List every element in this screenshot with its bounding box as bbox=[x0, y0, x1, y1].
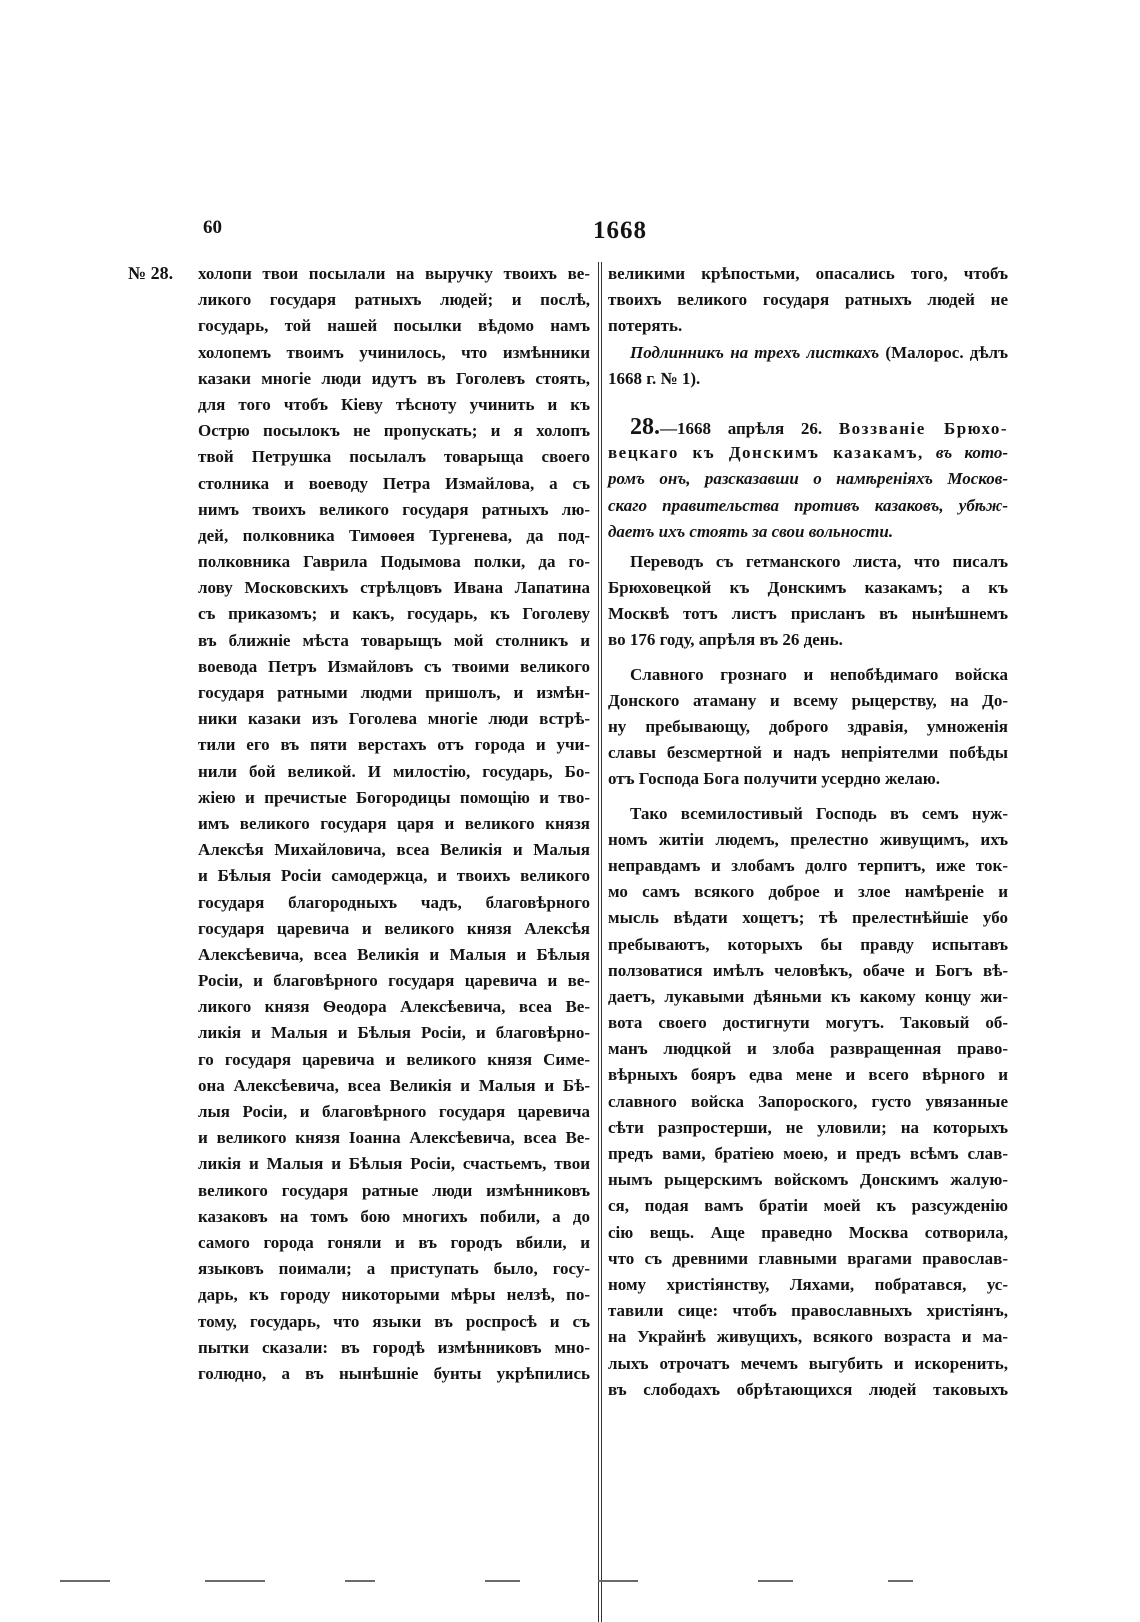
text-line: пытки сказали: въ городѣ измѣнниковъ мно- bbox=[198, 1337, 590, 1357]
text-line: сію вещь. Аще праведно Москва сотворила, bbox=[608, 1222, 1008, 1242]
text-line: Тако всемилостивый Господь въ семъ нуж- bbox=[630, 803, 1008, 823]
text-line: дарь, къ городу никоторыми мѣры нелзѣ, по- bbox=[198, 1285, 590, 1305]
document-heading-title: Воззваніе Брюхо- bbox=[838, 418, 1008, 438]
document-heading-summary-1: въ кото- bbox=[935, 443, 1008, 463]
text-line: Росіи, и благовѣрного государя царевича и ве- bbox=[198, 971, 590, 991]
source-note-italic: Подлинникъ на трехъ листкахъ bbox=[630, 342, 880, 362]
text-line: голюдно, а въ нынѣшніе бунты укрѣпились bbox=[198, 1363, 590, 1383]
text-line: твой Петрушка посылалъ товарыща своего bbox=[198, 447, 590, 467]
text-line: Алексѣя Михайловича, всеа Великія и Малыя bbox=[198, 840, 590, 860]
text-line: самого города гоняли и въ городъ вбили, и bbox=[198, 1232, 590, 1252]
text-line: государя царевича и великого князя Алексѣя bbox=[198, 918, 590, 938]
text-line: казаковъ на томъ бою многихъ побили, а до bbox=[198, 1206, 590, 1226]
text-line: въ ближніе мѣста товарыщъ мой столникъ и bbox=[198, 630, 590, 650]
text-line: сѣти разпростерши, не уловили; на которыхъ bbox=[608, 1117, 1008, 1137]
text-line: ликія и Малыя и Бѣлыя Росіи, и благовѣрно- bbox=[198, 1023, 590, 1043]
scan-mark bbox=[485, 1580, 520, 1582]
text-line: великими крѣпостьми, опасались того, чтобъ bbox=[608, 264, 1008, 283]
document-heading-summary-2: ромъ онъ, разсказавши о намѣреніяхъ Москов- bbox=[608, 469, 1008, 489]
text-line: неправдамъ и злобамъ долго терпитъ, иже ток- bbox=[608, 855, 1008, 875]
text-line: и великого князя Іоанна Алексѣевича, всеа Ве- bbox=[198, 1128, 590, 1148]
text-line: Переводъ съ гетманского листа, что писалъ bbox=[630, 551, 1008, 571]
text-line: потерять. bbox=[608, 316, 683, 336]
source-note-reference-2: 1668 г. № 1). bbox=[608, 368, 701, 388]
text-line: лову Московскихъ стрѣлцовъ Ивана Лапатина bbox=[198, 578, 590, 598]
text-line: отъ Господа Бога получити усердно желаю. bbox=[608, 769, 940, 789]
text-line: ся, подая вамъ братіи моей къ разсужденію bbox=[608, 1196, 1008, 1216]
scan-mark bbox=[60, 1580, 110, 1582]
text-line: тому, государь, что языки въ роспросѣ и съ bbox=[198, 1311, 590, 1331]
text-line: имъ великого государя царя и великого князя bbox=[198, 813, 590, 833]
text-line: вѣрныхъ бояръ едва мене и всего вѣрного и bbox=[608, 1065, 1008, 1085]
column-divider bbox=[598, 262, 599, 1622]
text-line: тавили сице: чтобъ православныхъ христіянъ, bbox=[608, 1301, 1008, 1321]
document-heading-line-1 bbox=[608, 414, 1008, 440]
text-line: ликого князя Ѳеодора Алексѣевича, всеа Ве- bbox=[198, 997, 590, 1017]
text-line: во 176 году, апрѣля въ 26 день. bbox=[608, 630, 843, 650]
text-line: манъ людцкой и злоба развращенная право- bbox=[608, 1039, 1008, 1059]
text-line: тили его въ пяти верстахъ отъ города и учи- bbox=[198, 735, 590, 755]
right-column bbox=[608, 261, 1008, 1403]
paragraph-translation bbox=[608, 549, 1008, 654]
text-line: славного войска Запороского, густо увязанные bbox=[608, 1091, 1008, 1111]
text-line: и Бѣлыя Росіи самодержца, и твоихъ великого bbox=[198, 866, 590, 886]
left-column bbox=[198, 261, 590, 1387]
text-line: ликого государя ратныхъ людей; и послѣ, bbox=[198, 290, 590, 310]
text-line: нили бой великой. И милостію, государь, Бо- bbox=[198, 761, 590, 781]
paragraph-body bbox=[608, 801, 1008, 1403]
text-line: на Украйнѣ живущихъ, всякого возраста и ма- bbox=[608, 1327, 1008, 1347]
text-line: лыхъ отрочатъ мечемъ выгубить и искоренить, bbox=[608, 1353, 1008, 1373]
text-line: вота своего достигнути могутъ. Таковый об- bbox=[608, 1013, 1008, 1033]
page-number: 60 bbox=[203, 217, 222, 238]
text-line: лыя Росіи, и благовѣрного государя царевича bbox=[198, 1102, 590, 1121]
scan-mark bbox=[598, 1580, 638, 1582]
text-line: Москвѣ тотъ листъ присланъ въ нынѣшнемъ bbox=[608, 604, 1008, 624]
text-line: холопемъ твоимъ учинилось, что измѣнники bbox=[198, 342, 590, 362]
document-number-marker: № 28. bbox=[128, 263, 174, 283]
paragraph-greeting bbox=[608, 662, 1008, 793]
text-line: холопи твои посылали на выручку твоихъ ве- bbox=[198, 264, 590, 283]
text-line: ному христіянству, Ляхами, побратався, ус- bbox=[608, 1274, 1008, 1294]
text-line: ползоватися имѣлъ человѣкъ, обаче и Богъ вѣ- bbox=[608, 960, 1008, 980]
text-line: ну пребывающу, доброго здравія, умноженія bbox=[608, 717, 1008, 736]
text-line: ликія и Малыя и Бѣлыя Росіи, счастьемъ, твои bbox=[198, 1154, 590, 1174]
text-line: Острю посылокъ не пропускать; и я холопъ bbox=[198, 421, 590, 441]
document-heading-number: 28. bbox=[630, 413, 660, 440]
text-line: Брюховецкой къ Донскимъ казакамъ; а къ bbox=[608, 578, 1008, 598]
continuation-text bbox=[608, 261, 1008, 340]
text-line: твоихъ великого государя ратныхъ людей не bbox=[608, 290, 1008, 310]
text-line: пребываютъ, которыхъ бы правду испытавъ bbox=[608, 934, 1008, 954]
text-line: предъ вами, братіею моею, и предъ всѣмъ слав- bbox=[608, 1144, 1008, 1163]
text-line: го государя царевича и великого князя Симе- bbox=[198, 1049, 590, 1069]
scan-mark bbox=[758, 1580, 793, 1582]
text-line: мысль вѣдати хощетъ; тѣ прелестнѣйшіе убо bbox=[608, 908, 1008, 928]
text-line: нымъ рыцерскимъ войскомъ Донскимъ жалую- bbox=[608, 1170, 1008, 1190]
year-header: 1668 bbox=[593, 217, 647, 244]
text-line: Славного грознаго и непобѣдимаго войска bbox=[630, 664, 1008, 684]
text-line: государя благородныхъ чадъ, благовѣрного bbox=[198, 892, 590, 912]
scan-mark bbox=[888, 1580, 913, 1582]
text-line: номъ житіи людемъ, прелестно живущимъ, ихъ bbox=[608, 829, 1008, 849]
text-line: столника и воеводу Петра Измайлова, а съ bbox=[198, 473, 590, 493]
text-line: что съ древними главными врагами православ- bbox=[608, 1248, 1008, 1268]
document-heading-title-2: вецкаго къ Донскимъ казакамъ, bbox=[608, 443, 924, 463]
text-line: дей, полковника Тимоѳея Тургенева, да под- bbox=[198, 525, 590, 545]
text-line: съ приказомъ; и какъ, государь, къ Гоголеву bbox=[198, 604, 590, 624]
text-line: жіею и пречистые Богородицы помощію и тво- bbox=[198, 787, 590, 807]
text-line: Донского атаману и всему рыцерству, на До- bbox=[608, 690, 1008, 710]
source-note-line bbox=[608, 340, 1008, 366]
scan-mark bbox=[345, 1580, 375, 1582]
text-line: воевода Петръ Измайловъ съ твоими великого bbox=[198, 656, 590, 676]
text-line: казаки многіе люди идутъ въ Гоголевъ стоять, bbox=[198, 368, 590, 388]
scan-mark bbox=[205, 1580, 265, 1582]
text-line: мо самъ всякого доброе и злое намѣреніе и bbox=[608, 882, 1008, 902]
text-line: славы безсмертной и надъ непріятелми побѣды bbox=[608, 743, 1008, 763]
text-line: языковъ поимали; а приступать было, госу- bbox=[198, 1259, 590, 1279]
document-heading-date: —1668 апрѣля 26. bbox=[660, 418, 823, 438]
text-line: великого государя ратные люди измѣнниковъ bbox=[198, 1180, 590, 1200]
text-line: она Алексѣевича, всеа Великія и Малыя и Бѣ- bbox=[198, 1075, 590, 1095]
text-line: государь, той нашей посылки вѣдомо намъ bbox=[198, 316, 590, 336]
text-line: Алексѣевича, всеа Великія и Малыя и Бѣлыя bbox=[198, 944, 590, 964]
text-line: ники казаки изъ Гоголева многіе люди встрѣ- bbox=[198, 709, 590, 729]
text-line: даетъ, лукавыми дѣяньми къ какому концу жи- bbox=[608, 986, 1008, 1006]
document-heading-summary-3: скаго правительства противъ казаковъ, убѣж- bbox=[608, 495, 1008, 515]
text-line: полковника Гаврила Подымова полки, да го- bbox=[198, 552, 590, 572]
text-line: въ слободахъ обрѣтающихся людей таковыхъ bbox=[608, 1379, 1008, 1399]
source-note-reference: (Малорос. дѣлъ bbox=[885, 342, 1008, 362]
text-line: государя ратными людми пришолъ, и измѣн- bbox=[198, 683, 590, 702]
document-heading-line-2 bbox=[608, 440, 1008, 466]
text-line: нимъ твоихъ великого государя ратныхъ лю- bbox=[198, 499, 590, 519]
text-line: для того чтобъ Кіеву тѣсноту учинить и къ bbox=[198, 394, 590, 414]
section-gap bbox=[608, 392, 1008, 414]
document-heading-summary-4: даетъ ихъ стоять за свои вольности. bbox=[608, 521, 894, 541]
